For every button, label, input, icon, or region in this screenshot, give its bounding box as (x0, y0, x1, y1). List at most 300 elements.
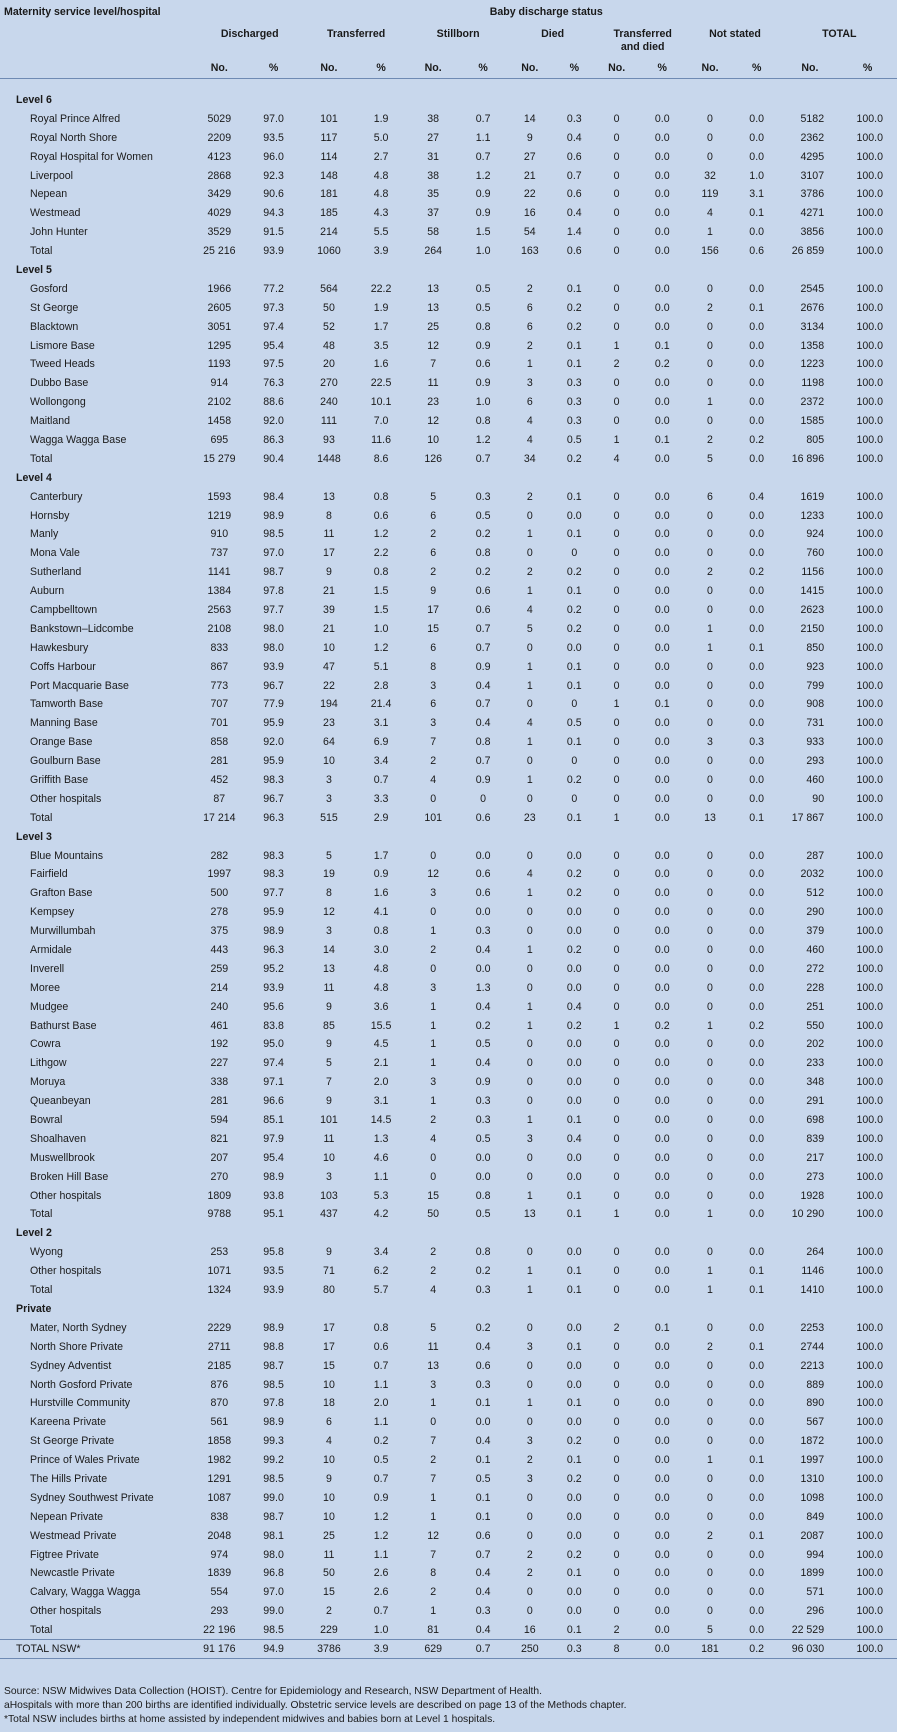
table-cell: 7.0 (373, 415, 389, 428)
table-cell: 97.0 (263, 1586, 284, 1599)
table-cell: 799 (806, 679, 825, 692)
table-cell: 0 (707, 792, 713, 805)
table-cell: 0.0 (566, 1510, 582, 1523)
table-cell: 100.0 (856, 339, 883, 352)
table-cell: 1 (613, 1019, 620, 1032)
table-cell: 99.2 (263, 1454, 284, 1467)
table-row (0, 638, 897, 657)
table-row (0, 1054, 897, 1073)
table-cell: 0.2 (749, 433, 765, 446)
table-cell: 0 (707, 415, 713, 428)
table-cell: 100.0 (856, 717, 883, 730)
table-cell: 1087 (207, 1491, 232, 1504)
hospital-name: Figtree Private (30, 1548, 99, 1561)
table-cell: 890 (806, 1397, 825, 1410)
table-cell: 0 (526, 1510, 533, 1523)
table-cell: 98.4 (263, 490, 284, 503)
table-cell: 0 (613, 207, 620, 220)
table-cell: 100.0 (856, 131, 883, 144)
table-cell: 7 (430, 358, 437, 371)
table-cell: 0.0 (566, 962, 582, 975)
hospital-name: Bankstown–Lidcombe (30, 622, 134, 635)
table-cell: 0.0 (749, 981, 765, 994)
table-cell: 550 (806, 1019, 825, 1032)
table-cell: 1.3 (373, 1132, 389, 1145)
table-cell: 0.8 (475, 736, 491, 749)
table-cell: 0 (707, 774, 713, 786)
table-cell: 0.9 (475, 774, 491, 786)
table-cell: 3.9 (373, 1642, 389, 1655)
section-total-row (0, 1205, 897, 1224)
table-cell: 0 (707, 509, 713, 522)
table-cell: 22.5 (370, 377, 392, 390)
table-row (0, 619, 897, 638)
table-cell: 2087 (800, 1529, 825, 1542)
table-cell: 0 (707, 377, 713, 390)
section-total-row (0, 449, 897, 468)
table-cell: 0 (613, 1000, 620, 1013)
table-cell: 0 (613, 301, 620, 314)
table-cell: 250 (520, 1642, 539, 1655)
table-cell: 95.9 (263, 717, 284, 730)
table-cell: 0.0 (654, 1454, 670, 1467)
table-cell: 0.9 (475, 339, 491, 352)
table-cell: 0.0 (654, 1151, 670, 1164)
table-cell: 90.4 (263, 452, 284, 465)
table-cell: 0.1 (749, 641, 765, 654)
table-cell: 100.0 (856, 792, 883, 805)
table-cell: 1 (430, 1038, 437, 1051)
table-cell: 96.7 (263, 679, 284, 692)
table-cell: 6 (526, 320, 533, 333)
table-cell: 270 (210, 1170, 229, 1183)
table-cell: 21 (323, 622, 335, 635)
table-cell: 14.5 (370, 1114, 392, 1127)
table-cell: 0 (613, 245, 620, 258)
table-cell: 4.8 (373, 169, 389, 182)
table-cell: 9 (326, 1246, 332, 1259)
table-cell: 3 (526, 1132, 533, 1145)
table-cell: 933 (806, 736, 825, 749)
table-cell: 4 (430, 1284, 437, 1297)
table-cell: 0.0 (654, 1472, 670, 1485)
hospital-name: Sutherland (30, 566, 82, 579)
subheader-pct: % (478, 62, 488, 74)
table-cell: 1 (430, 925, 437, 938)
hospital-name: Nepean Private (30, 1510, 104, 1523)
table-cell: 833 (210, 641, 229, 654)
table-cell: 0 (613, 112, 620, 125)
table-cell: 76.3 (263, 377, 284, 390)
table-cell: 282 (210, 849, 229, 862)
table-cell: 207 (210, 1151, 229, 1164)
table-cell: 1 (526, 774, 533, 786)
table-cell: 98.9 (263, 1416, 284, 1429)
table-cell: 870 (210, 1397, 229, 1410)
table-cell: 4.6 (373, 1151, 389, 1164)
table-cell: 1 (707, 1454, 713, 1467)
table-cell: 0.0 (654, 1642, 670, 1655)
table-cell: 1 (526, 660, 533, 673)
table-cell: 2 (526, 566, 533, 579)
table-cell: 0.0 (654, 641, 670, 654)
table-cell: 0 (613, 1170, 620, 1183)
table-cell: 0 (613, 981, 620, 994)
table-cell: 0.3 (475, 925, 491, 938)
table-cell: 98.5 (263, 1378, 284, 1391)
table-cell: 0.1 (749, 207, 765, 220)
table-cell: 98.0 (263, 641, 284, 654)
table-cell: 281 (210, 755, 229, 768)
hospital-footnote: aHospitals with more than 200 births are identified individually. Obstetric service levels are described on page 13 of the Methods chapter. (4, 1700, 627, 1711)
table-cell: 34 (523, 452, 536, 465)
table-cell: 2185 (207, 1359, 232, 1372)
table-row (0, 1073, 897, 1092)
hospital-name: St George (30, 301, 79, 314)
table-cell: 100.0 (856, 452, 883, 465)
table-cell: 0.0 (566, 1605, 582, 1618)
table-cell: 93.9 (263, 981, 284, 994)
table-cell: 0.1 (566, 339, 582, 352)
col-stillborn: Stillborn (436, 28, 480, 40)
table-cell: 98.8 (263, 1340, 284, 1353)
table-cell: 96.3 (263, 944, 284, 957)
table-cell: 0 (707, 320, 713, 333)
table-cell: 100.0 (856, 566, 883, 579)
table-cell: 0.0 (749, 603, 765, 616)
subheader-pct: % (376, 62, 386, 74)
table-cell: 0 (430, 792, 437, 805)
table-cell: 3 (430, 887, 437, 900)
total-footnote: *Total NSW includes births at home assisted by independent midwives and babies born at Level 1 hospitals. (4, 1714, 496, 1725)
table-cell: 1 (707, 622, 713, 635)
table-cell: 98.0 (263, 622, 284, 635)
table-cell: 1.9 (373, 301, 389, 314)
table-cell: 0.0 (566, 1095, 582, 1108)
table-cell: 0.9 (475, 660, 491, 673)
table-cell: 0.0 (749, 1435, 765, 1448)
table-cell: 100.0 (856, 188, 883, 201)
table-cell: 437 (320, 1208, 338, 1221)
table-cell: 15.5 (370, 1019, 392, 1032)
table-cell: 15 (323, 1586, 335, 1599)
hospital-name: Wagga Wagga Base (30, 433, 127, 446)
table-cell: 77.9 (263, 698, 284, 711)
hospital-name: Griffith Base (30, 774, 89, 786)
table-cell: 0.1 (566, 1623, 582, 1636)
table-cell: 0 (526, 981, 533, 994)
table-row (0, 147, 897, 166)
table-row (0, 865, 897, 884)
table-cell: 0.3 (566, 112, 582, 125)
hospital-name: Muswellbrook (30, 1151, 95, 1164)
table-cell: 0.0 (749, 1000, 765, 1013)
table-row (0, 1016, 897, 1035)
table-cell: 0.0 (566, 1057, 582, 1070)
table-cell: 97.4 (263, 1057, 284, 1070)
table-cell: 0.3 (566, 377, 582, 390)
table-cell: 100.0 (856, 698, 883, 711)
table-cell: 100.0 (856, 396, 883, 409)
table-cell: 0.0 (566, 1359, 582, 1372)
table-cell: 5.3 (373, 1189, 389, 1202)
table-cell: 19 (323, 868, 335, 881)
table-cell: 52 (323, 320, 335, 333)
table-cell: 2 (526, 282, 533, 295)
table-cell: 0.1 (566, 1340, 582, 1353)
table-cell: 1619 (800, 490, 825, 503)
table-cell: 163 (520, 245, 539, 258)
table-cell: 0.4 (566, 1000, 582, 1013)
table-cell: 2150 (800, 622, 825, 635)
hospital-name: Port Macquarie Base (30, 679, 129, 692)
table-cell: 0 (430, 849, 437, 862)
table-cell: 0 (707, 944, 713, 957)
table-cell: 0 (707, 925, 713, 938)
table-cell: 0.2 (566, 622, 582, 635)
table-cell: 98.7 (263, 1510, 284, 1523)
table-cell: 100.0 (856, 906, 883, 919)
table-cell: 35 (427, 188, 440, 201)
table-cell: 0.0 (566, 1151, 582, 1164)
table-cell: 0 (613, 1284, 620, 1297)
table-cell: 3.4 (373, 1246, 389, 1259)
table-cell: 0 (526, 962, 533, 975)
table-cell: 1358 (800, 339, 825, 352)
table-cell: 3.1 (373, 1095, 389, 1108)
table-row (0, 544, 897, 563)
table-cell: 1.1 (475, 131, 491, 144)
table-cell: 0.0 (654, 1529, 670, 1542)
table-cell: 0.0 (749, 1472, 765, 1485)
table-row (0, 166, 897, 185)
table-row (0, 884, 897, 903)
table-row (0, 771, 897, 790)
table-cell: 0.0 (654, 1605, 670, 1618)
table-cell: 1141 (207, 566, 231, 579)
table-cell: 101 (320, 1114, 338, 1127)
table-cell: 629 (424, 1642, 443, 1655)
table-cell: 0.0 (566, 1416, 582, 1429)
table-cell: 0.0 (654, 603, 670, 616)
table-cell: 100.0 (856, 660, 883, 673)
table-cell: 0.0 (654, 717, 670, 730)
table-cell: 2563 (207, 603, 232, 616)
table-row (0, 412, 897, 431)
table-cell: 0.0 (749, 755, 765, 768)
table-cell: 92.3 (263, 169, 284, 182)
table-cell: 0.0 (749, 1114, 765, 1127)
table-cell: 259 (210, 962, 229, 975)
table-cell: 0.0 (654, 1510, 670, 1523)
table-cell: 1 (526, 528, 533, 541)
table-cell: 0.0 (749, 1397, 765, 1410)
col-transferred-and-died: Transferred and died (613, 28, 672, 53)
hospital-name: Blue Mountains (30, 849, 104, 862)
table-cell: 100.0 (856, 1491, 883, 1504)
table-cell: 4.8 (373, 981, 389, 994)
table-cell: 100.0 (856, 245, 883, 258)
table-cell: 0.9 (475, 1076, 491, 1089)
table-cell: 7 (430, 1472, 437, 1485)
table-cell: 264 (806, 1246, 825, 1259)
table-row (0, 506, 897, 525)
table-cell: 0.6 (749, 245, 765, 258)
table-cell: 0.0 (654, 1076, 670, 1089)
table-cell: 4123 (207, 150, 232, 163)
table-cell: 32 (704, 169, 716, 182)
table-cell: 95.8 (263, 1246, 284, 1259)
table-cell: 500 (210, 887, 229, 900)
table-cell: 10 (323, 1378, 335, 1391)
table-cell: 95.0 (263, 1038, 284, 1051)
table-cell: 13 (427, 1359, 440, 1372)
table-cell: 2 (707, 301, 713, 314)
table-cell: 4.8 (373, 188, 389, 201)
table-cell: 0 (526, 1359, 533, 1372)
table-cell: 0 (526, 698, 533, 711)
table-cell: 1.5 (373, 603, 389, 616)
table-cell: 8.6 (373, 452, 389, 465)
table-cell: 0.7 (475, 755, 491, 768)
section-title: Level 4 (16, 471, 52, 484)
table-cell: 910 (210, 528, 229, 541)
table-row (0, 563, 897, 582)
table-cell: 594 (210, 1114, 229, 1127)
table-cell: 156 (701, 245, 719, 258)
table-cell: 100.0 (856, 377, 883, 390)
table-cell: 2.8 (373, 679, 389, 692)
table-cell: 0.1 (566, 585, 582, 598)
table-cell: 0 (613, 1567, 620, 1580)
table-cell: 0.0 (749, 1378, 765, 1391)
table-row (0, 1451, 897, 1470)
table-cell: 0 (613, 1529, 620, 1542)
table-row (0, 1356, 897, 1375)
table-cell: 760 (806, 547, 825, 560)
table-cell: 10 (323, 755, 335, 768)
table-cell: 6.2 (373, 1265, 389, 1278)
table-cell: 90 (812, 792, 825, 805)
table-cell: 11 (323, 1548, 335, 1561)
table-cell: 13 (427, 282, 440, 295)
table-cell: 0 (613, 1491, 620, 1504)
table-cell: 0.2 (566, 452, 582, 465)
table-cell: 1.0 (373, 1623, 389, 1636)
table-cell: 100.0 (856, 641, 883, 654)
table-cell: 10.1 (370, 396, 392, 409)
table-cell: 6 (526, 396, 533, 409)
table-cell: 5 (430, 490, 437, 503)
table-cell: 1295 (207, 339, 232, 352)
table-row (0, 1526, 897, 1545)
table-cell: 0.0 (749, 131, 765, 144)
table-cell: 1 (526, 1189, 533, 1202)
table-cell: 0.0 (654, 925, 670, 938)
table-cell: 92.0 (263, 736, 284, 749)
table-cell: 100.0 (856, 944, 883, 957)
table-cell: 1.2 (373, 641, 389, 654)
table-cell: 0.7 (475, 1548, 491, 1561)
table-cell: 6 (430, 547, 437, 560)
table-cell: 4.3 (373, 207, 389, 220)
table-cell: 731 (806, 717, 825, 730)
table-cell: 100.0 (856, 1057, 883, 1070)
table-cell: 1233 (800, 509, 825, 522)
table-cell: 0.1 (749, 1529, 765, 1542)
table-cell: 0.0 (654, 1623, 670, 1636)
table-row (0, 1337, 897, 1356)
table-cell: 114 (320, 150, 338, 163)
table-cell: 0 (613, 282, 620, 295)
table-cell: 0.6 (566, 188, 582, 201)
table-cell: 22 529 (791, 1623, 825, 1636)
table-cell: 194 (320, 698, 338, 711)
hospital-name: Lithgow (30, 1057, 67, 1070)
table-cell: 0.0 (749, 1208, 765, 1221)
table-cell: 1 (526, 1114, 533, 1127)
table-header (0, 0, 897, 79)
table-cell: 0.0 (654, 169, 670, 182)
table-cell: 0.0 (749, 226, 765, 239)
table-cell: 97.9 (263, 1132, 284, 1145)
table-cell: 0.2 (749, 1019, 765, 1032)
table-cell: 6 (526, 301, 533, 314)
table-cell: 22 (523, 188, 536, 201)
table-row (0, 1413, 897, 1432)
table-cell: 0 (613, 1151, 620, 1164)
table-cell: 100.0 (856, 1586, 883, 1599)
table-cell: 1982 (207, 1454, 232, 1467)
table-cell: 1 (526, 1397, 533, 1410)
table-cell: 0 (707, 1321, 713, 1334)
table-cell: 0.0 (654, 1095, 670, 1108)
table-cell: 0.0 (749, 679, 765, 692)
subheader-no: No. (701, 62, 719, 74)
table-cell: 0.2 (475, 566, 491, 579)
table-cell: 0.0 (566, 1586, 582, 1599)
table-cell: 3107 (800, 169, 825, 182)
table-cell: 2676 (800, 301, 825, 314)
table-cell: 0.2 (566, 1019, 582, 1032)
table-row (0, 941, 897, 960)
table-cell: 0 (613, 1265, 620, 1278)
table-cell: 0 (613, 320, 620, 333)
table-cell: 1809 (207, 1189, 232, 1202)
table-cell: 0.0 (749, 1132, 765, 1145)
table-cell: 0.1 (566, 736, 582, 749)
table-cell: 0.1 (749, 301, 765, 314)
table-cell: 0.2 (566, 301, 582, 314)
table-cell: 1966 (207, 282, 232, 295)
table-row (0, 1470, 897, 1489)
table-cell: 2 (430, 1114, 437, 1127)
table-row (0, 298, 897, 317)
table-cell: 77.2 (263, 282, 284, 295)
table-cell: 100.0 (856, 1359, 883, 1372)
table-cell: 0.6 (475, 603, 491, 616)
table-cell: 1.1 (373, 1378, 389, 1391)
table-cell: 0.1 (566, 528, 582, 541)
table-cell: 1384 (207, 585, 232, 598)
table-cell: 0.3 (475, 490, 491, 503)
table-cell: 1 (430, 1605, 437, 1618)
table-cell: 0.0 (475, 1416, 491, 1429)
table-cell: 0 (430, 1170, 437, 1183)
table-cell: 0 (613, 755, 620, 768)
table-cell: 0 (613, 131, 620, 144)
table-cell: 31 (427, 150, 440, 163)
